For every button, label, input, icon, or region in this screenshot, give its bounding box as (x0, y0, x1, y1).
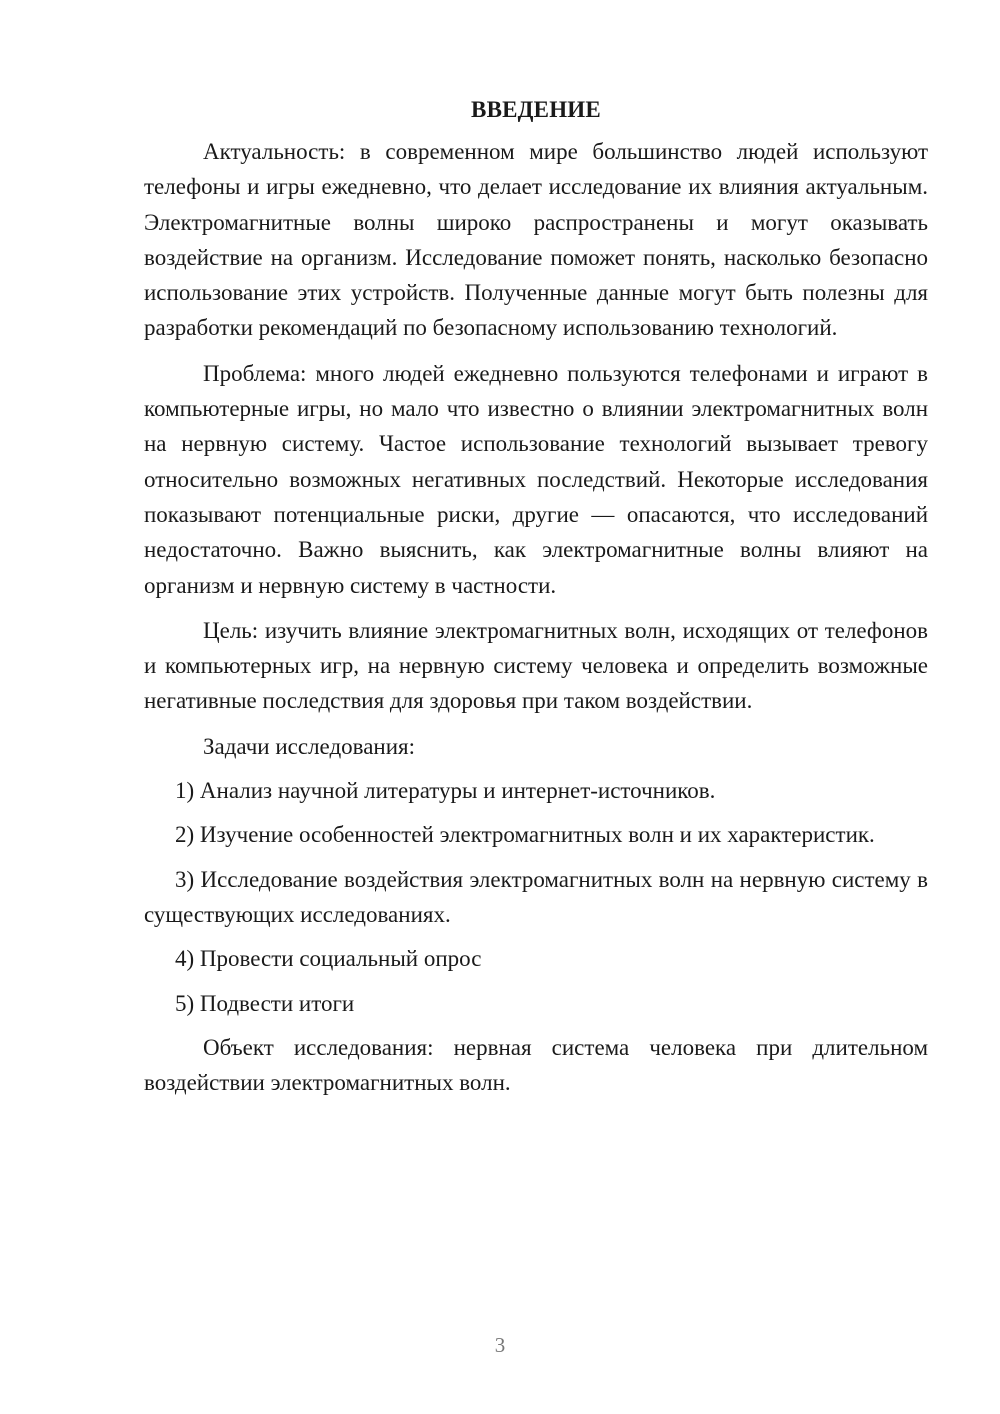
relevance-paragraph: Актуальность: в современном мире большинство людей используют телефоны и игры ежедневно, что делает исследование их влияния актуальным. Электромагнитные волны широко распространены и могут оказывать воздействие на организм. Исследование поможет понять, насколько безопасно использование этих устройств. Полученные данные могут быть полезны для разработки рекомендаций по безопасному использованию технологий. (144, 139, 928, 341)
task-item-1: 1) Анализ научной литературы и интернет-источников. (175, 778, 716, 804)
task-item-4: 4) Провести социальный опрос (175, 946, 482, 972)
task-item-2: 2) Изучение особенностей электромагнитных волн и их характеристик. (175, 822, 875, 848)
object-paragraph: Объект исследования: нервная система человека при длительном воздействии электромагнитных волн. (144, 1034, 928, 1096)
problem-paragraph: Проблема: много людей ежедневно пользуются телефонами и играют в компьютерные игры, но мало что известно о влиянии электромагнитных волн на нервную систему. Частое использование технологий вызывает тревогу относительно возможных негативных последствий. Некоторые исследования показывают потенциальные риски, другие — опасаются, что исследований недостаточно. Важно выяснить, как электромагнитные волны влияют на организм и нервную систему в частности. (144, 360, 928, 598)
task-item-3: 3) Исследование воздействия электромагнитных волн на нервную систему в существующих исследованиях. (144, 866, 928, 927)
task-item-5: 5) Подвести итоги (175, 990, 355, 1016)
section-heading: ВВЕДЕНИЕ (471, 97, 601, 122)
tasks-title: Задачи исследования: (203, 733, 416, 759)
goal-paragraph: Цель: изучить влияние электромагнитных волн, исходящих от телефонов и компьютерных игр, на нервную систему человека и определить возможные негативные последствия для здоровья при таком воздействии. (144, 617, 928, 714)
page-number: 3 (494, 1333, 506, 1357)
page-content (144, 94, 928, 1100)
